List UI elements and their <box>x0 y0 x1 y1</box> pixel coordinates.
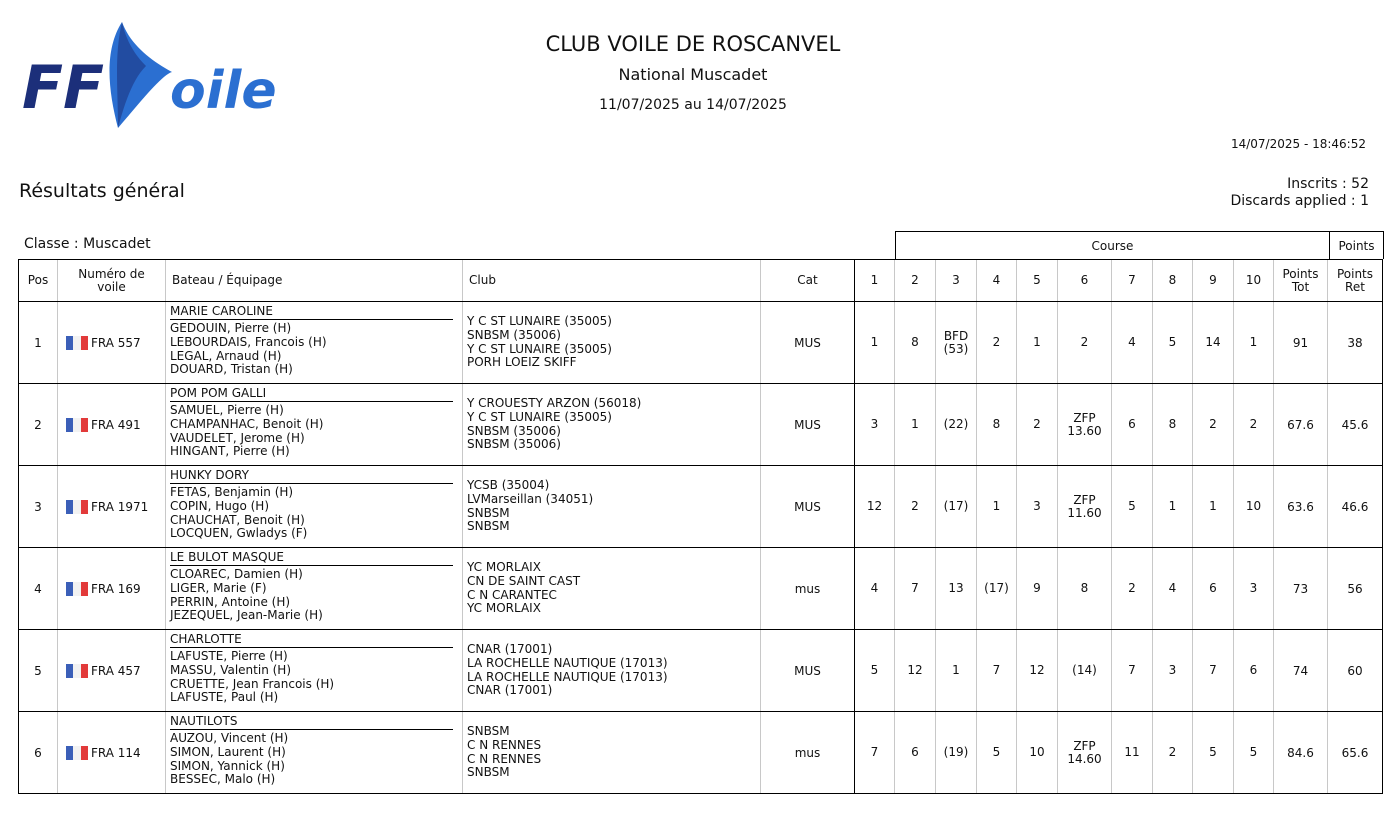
race-score-cell <box>1153 302 1193 384</box>
crew-member: AUZOU, Vincent (H) <box>170 731 289 745</box>
col-sail-number: Numéro de voile <box>58 260 166 302</box>
sail-number: FRA 457 <box>91 663 141 678</box>
crew-member: DOUARD, Tristan (H) <box>170 362 293 377</box>
race-score: 3 <box>1249 581 1258 595</box>
club-title: CLUB VOILE DE ROSCANVEL <box>545 32 841 56</box>
boat-crew-cell <box>166 302 463 384</box>
crew-member: SAMUEL, Pierre (H) <box>170 403 284 417</box>
race-score: 5 <box>992 745 1001 759</box>
france-flag-icon <box>66 418 88 432</box>
race-score: 7 <box>1209 663 1217 677</box>
race-score: (22) <box>943 417 969 431</box>
race-score-cell <box>1017 466 1058 548</box>
race-score: 3 <box>1168 663 1177 677</box>
table-row <box>19 302 1383 384</box>
race-score-cell <box>1058 630 1112 712</box>
position-cell: 4 <box>19 548 58 630</box>
col-pos: Pos <box>19 260 58 302</box>
club-name: CN DE SAINT CAST <box>467 573 581 588</box>
race-score-cell <box>855 384 895 466</box>
points-retained-cell: 38 <box>1328 302 1383 384</box>
report-timestamp: 14/07/2025 - 18:46:52 <box>1230 137 1366 151</box>
col-race-1: 1 <box>855 260 895 302</box>
crew-member: GEDOUIN, Pierre (H) <box>170 321 292 335</box>
points-total-cell: 84.6 <box>1274 712 1328 794</box>
race-score-cell <box>936 630 977 712</box>
sail-number-cell <box>58 712 166 794</box>
club-cell <box>463 712 761 794</box>
race-score-cell <box>1112 302 1153 384</box>
club-name: CNAR (17001) <box>467 683 553 698</box>
race-score: 1 <box>870 335 879 349</box>
position-cell: 6 <box>19 712 58 794</box>
crew-member: CLOAREC, Damien (H) <box>170 567 303 581</box>
points-retained-cell: 46.6 <box>1328 466 1383 548</box>
club-name: C N CARANTEC <box>467 587 557 602</box>
race-score: 14 <box>1205 335 1221 349</box>
race-score: (53) <box>943 341 969 356</box>
race-score: 13.60 <box>1067 423 1102 438</box>
race-score-cell <box>936 384 977 466</box>
race-score: 10 <box>1029 745 1045 759</box>
race-score-cell <box>1234 548 1274 630</box>
boat-name: MARIE CAROLINE <box>170 302 453 320</box>
sail-number: FRA 491 <box>91 417 141 432</box>
club-name: SNBSM <box>467 765 510 780</box>
club-name: YCSB (35004) <box>467 477 550 492</box>
race-score-cell <box>1234 302 1274 384</box>
svg-text:FF: FF <box>22 53 104 123</box>
france-flag-icon <box>66 336 88 350</box>
race-score-cell <box>1058 466 1112 548</box>
race-score: 2 <box>911 499 919 513</box>
race-score-cell <box>1017 630 1058 712</box>
race-score: 11 <box>1124 745 1140 759</box>
race-score: 5 <box>1249 745 1258 759</box>
col-points-tot: Points Tot <box>1274 260 1328 302</box>
race-score-cell <box>895 548 936 630</box>
crew-member: LEBOURDAIS, Francois (H) <box>170 334 327 349</box>
race-score-cell <box>1153 384 1193 466</box>
race-score: 11.60 <box>1067 505 1102 520</box>
course-group-header: Course <box>895 231 1330 259</box>
points-total-cell: 73 <box>1274 548 1328 630</box>
france-flag-icon <box>66 746 88 760</box>
club-cell <box>463 466 761 548</box>
race-score: 6 <box>1128 417 1136 431</box>
race-score: 10 <box>1245 499 1262 513</box>
race-score-cell <box>1058 548 1112 630</box>
crew-member: SIMON, Yannick (H) <box>170 758 285 773</box>
table-row <box>19 548 1383 630</box>
ffvoile-logo <box>22 20 287 132</box>
club-name: SNBSM (35006) <box>467 327 561 342</box>
race-score: 4 <box>870 581 879 595</box>
crew-member: COPIN, Hugo (H) <box>170 498 269 513</box>
sail-number-cell <box>58 384 166 466</box>
race-score: 6 <box>1249 663 1258 677</box>
category-cell: MUS <box>761 384 855 466</box>
race-score-cell <box>1017 712 1058 794</box>
crew-member: BESSEC, Malo (H) <box>170 772 276 787</box>
discards-applied: Discards applied : 1 <box>1230 193 1369 209</box>
race-score: 8 <box>992 417 1001 431</box>
race-score-cell <box>1112 384 1153 466</box>
race-score-cell <box>977 302 1017 384</box>
race-score: 4 <box>1168 581 1177 595</box>
race-score: 2 <box>992 335 1001 349</box>
club-name: SNBSM <box>467 519 510 534</box>
crew-member: CRUETTE, Jean Francois (H) <box>170 676 335 691</box>
boat-crew-cell <box>166 466 463 548</box>
col-club: Club <box>463 260 761 302</box>
boat-name: HUNKY DORY <box>170 466 453 484</box>
svg-text:oile: oile <box>170 61 277 121</box>
col-race-6: 6 <box>1058 260 1112 302</box>
sail-number: FRA 169 <box>91 581 141 596</box>
club-name: LVMarseillan (34051) <box>467 491 594 506</box>
position-cell: 1 <box>19 302 58 384</box>
race-score-cell <box>1112 548 1153 630</box>
race-score-cell <box>1193 466 1234 548</box>
race-score-cell <box>977 630 1017 712</box>
race-score-cell <box>1058 302 1112 384</box>
race-score: 5 <box>1209 745 1217 759</box>
points-total-cell: 74 <box>1274 630 1328 712</box>
position-cell: 3 <box>19 466 58 548</box>
club-name: C N RENNES <box>467 751 542 766</box>
race-score: 3 <box>870 417 879 431</box>
race-score: 1 <box>1168 499 1177 513</box>
club-name: LA ROCHELLE NAUTIQUE (17013) <box>467 655 668 670</box>
race-score: 6 <box>1209 581 1217 595</box>
race-score: 2 <box>1249 417 1258 431</box>
club-cell <box>463 384 761 466</box>
col-race-8: 8 <box>1153 260 1193 302</box>
race-score: 2 <box>1168 745 1177 759</box>
race-score: 7 <box>911 581 919 595</box>
race-score: 12 <box>866 499 883 513</box>
race-score-cell <box>1193 630 1234 712</box>
race-score: 1 <box>1209 499 1217 513</box>
crew-member: LIGER, Marie (F) <box>170 580 267 595</box>
boat-crew-cell <box>166 548 463 630</box>
crew-member: JEZEQUEL, Jean-Marie (H) <box>170 608 323 623</box>
col-race-10: 10 <box>1234 260 1274 302</box>
club-name: YC MORLAIX <box>467 601 541 616</box>
race-score-cell <box>855 302 895 384</box>
race-score: ZFP <box>1073 738 1096 753</box>
sail-number: FRA 114 <box>91 745 141 760</box>
club-name: Y CROUESTY ARZON (56018) <box>467 395 642 410</box>
table-row <box>19 384 1383 466</box>
col-race-7: 7 <box>1112 260 1153 302</box>
race-score-cell <box>855 466 895 548</box>
registration-stats <box>1230 176 1369 210</box>
col-cat: Cat <box>761 260 855 302</box>
club-name: SNBSM <box>467 505 510 520</box>
table-header-row <box>19 260 1383 302</box>
race-score: ZFP <box>1073 492 1096 507</box>
points-total-cell: 91 <box>1274 302 1328 384</box>
race-score: (14) <box>1072 663 1097 677</box>
race-score: 12 <box>1029 663 1045 677</box>
race-score-cell <box>1153 466 1193 548</box>
race-score: 7 <box>1128 663 1136 677</box>
position-cell: 2 <box>19 384 58 466</box>
boat-name: CHARLOTTE <box>170 630 453 648</box>
race-score: BFD <box>943 328 969 343</box>
race-score: (17) <box>943 499 969 513</box>
race-score-cell <box>1017 384 1058 466</box>
race-score-cell <box>1153 548 1193 630</box>
race-score-cell <box>1017 302 1058 384</box>
race-score: 2 <box>1033 417 1041 431</box>
race-score: 2 <box>1080 335 1089 349</box>
registered-count: Inscrits : 52 <box>1287 176 1369 192</box>
sail-number-cell <box>58 630 166 712</box>
position-cell: 5 <box>19 630 58 712</box>
race-score: 5 <box>1128 499 1136 513</box>
race-score-cell <box>1017 548 1058 630</box>
crew-member: LAFUSTE, Paul (H) <box>170 690 279 705</box>
col-points-ret: Points Ret <box>1328 260 1383 302</box>
race-score: 1 <box>952 663 960 677</box>
france-flag-icon <box>66 582 88 596</box>
race-score: 8 <box>1168 417 1177 431</box>
crew-member: LEGAL, Arnaud (H) <box>170 348 282 363</box>
event-name: National Muscadet <box>618 65 768 84</box>
boat-name: NAUTILOTS <box>170 712 453 730</box>
club-name: Y C ST LUNAIRE (35005) <box>467 409 612 424</box>
race-score: 13 <box>948 581 964 595</box>
points-total-cell: 63.6 <box>1274 466 1328 548</box>
race-score-cell <box>1112 466 1153 548</box>
race-score: 5 <box>1168 335 1177 349</box>
crew-member: CHAUCHAT, Benoit (H) <box>170 512 305 527</box>
race-score-cell <box>1234 384 1274 466</box>
race-score-cell <box>1234 466 1274 548</box>
col-race-2: 2 <box>895 260 936 302</box>
race-score-cell <box>977 548 1017 630</box>
race-score: 8 <box>1080 581 1089 595</box>
points-retained-cell: 45.6 <box>1328 384 1383 466</box>
table-row <box>19 466 1383 548</box>
club-cell <box>463 630 761 712</box>
race-score: 14.60 <box>1067 751 1102 766</box>
crew-member: FETAS, Benjamin (H) <box>170 485 294 499</box>
race-score-cell <box>977 466 1017 548</box>
race-score-cell <box>855 712 895 794</box>
boat-crew-cell <box>166 384 463 466</box>
club-name: SNBSM <box>467 723 510 738</box>
race-score-cell <box>1193 548 1234 630</box>
race-score: 4 <box>1128 335 1136 349</box>
club-cell <box>463 302 761 384</box>
race-score-cell <box>895 630 936 712</box>
col-race-5: 5 <box>1017 260 1058 302</box>
section-title: Résultats général <box>19 180 185 202</box>
club-name: Y C ST LUNAIRE (35005) <box>467 313 612 328</box>
col-race-3: 3 <box>936 260 977 302</box>
race-score: 5 <box>870 663 879 677</box>
race-score: (19) <box>943 745 969 759</box>
sail-number-cell <box>58 548 166 630</box>
race-score-cell <box>1112 712 1153 794</box>
race-score-cell <box>1112 630 1153 712</box>
race-score: 1 <box>1033 335 1041 349</box>
race-score-cell <box>1153 712 1193 794</box>
race-score: ZFP <box>1073 410 1096 425</box>
race-score: 7 <box>992 663 1001 677</box>
race-score-cell <box>895 302 936 384</box>
club-name: LA ROCHELLE NAUTIQUE (17013) <box>467 669 668 684</box>
crew-member: VAUDELET, Jerome (H) <box>170 430 305 445</box>
col-boat-crew: Bateau / Équipage <box>166 260 463 302</box>
race-score-cell <box>1193 302 1234 384</box>
category-cell: MUS <box>761 630 855 712</box>
table-row <box>19 712 1383 794</box>
crew-member: SIMON, Laurent (H) <box>170 744 286 759</box>
class-label: Classe : Muscadet <box>24 236 151 252</box>
sail-number: FRA 1971 <box>91 499 149 514</box>
race-score-cell <box>895 466 936 548</box>
crew-member: CHAMPANHAC, Benoit (H) <box>170 416 324 431</box>
race-score-cell <box>855 630 895 712</box>
race-score-cell <box>855 548 895 630</box>
event-dates: 11/07/2025 au 14/07/2025 <box>599 97 787 113</box>
race-score: 9 <box>1033 581 1041 595</box>
race-score: 2 <box>1128 581 1136 595</box>
boat-name: LE BULOT MASQUE <box>170 548 453 566</box>
race-score: 3 <box>1033 499 1041 513</box>
results-table <box>18 259 1383 794</box>
club-name: PORH LOEIZ SKIFF <box>467 355 577 370</box>
race-score-cell <box>1058 712 1112 794</box>
race-score: 1 <box>911 417 919 431</box>
race-score-cell <box>1193 384 1234 466</box>
event-header <box>420 30 966 115</box>
race-score-cell <box>1234 630 1274 712</box>
crew-member: MASSU, Valentin (H) <box>170 662 292 677</box>
col-race-4: 4 <box>977 260 1017 302</box>
boat-name: POM POM GALLI <box>170 384 453 402</box>
race-score: (17) <box>984 581 1009 595</box>
france-flag-icon <box>66 500 88 514</box>
sail-number-cell <box>58 466 166 548</box>
crew-member: PERRIN, Antoine (H) <box>170 594 291 609</box>
race-score-cell <box>977 384 1017 466</box>
race-score-cell <box>1058 384 1112 466</box>
crew-member: LOCQUEN, Gwladys (F) <box>170 526 308 541</box>
col-race-9: 9 <box>1193 260 1234 302</box>
race-score-cell <box>1153 630 1193 712</box>
table-row <box>19 630 1383 712</box>
category-cell: MUS <box>761 302 855 384</box>
category-cell: MUS <box>761 466 855 548</box>
club-name: SNBSM (35006) <box>467 423 561 438</box>
race-score: 6 <box>911 745 919 759</box>
crew-member: HINGANT, Pierre (H) <box>170 444 290 459</box>
boat-crew-cell <box>166 712 463 794</box>
club-name: YC MORLAIX <box>467 559 541 574</box>
race-score-cell <box>936 712 977 794</box>
points-group-header: Points <box>1329 231 1384 259</box>
race-score-cell <box>895 384 936 466</box>
race-score-cell <box>977 712 1017 794</box>
race-score: 8 <box>911 335 919 349</box>
club-cell <box>463 548 761 630</box>
sail-number: FRA 557 <box>91 335 141 350</box>
club-name: SNBSM (35006) <box>467 437 561 452</box>
sail-number-cell <box>58 302 166 384</box>
boat-crew-cell <box>166 630 463 712</box>
crew-member: LAFUSTE, Pierre (H) <box>170 649 288 663</box>
race-score: 1 <box>1249 335 1258 349</box>
points-retained-cell: 56 <box>1328 548 1383 630</box>
club-name: C N RENNES <box>467 737 542 752</box>
race-score: 12 <box>907 663 923 677</box>
race-score-cell <box>1193 712 1234 794</box>
club-name: Y C ST LUNAIRE (35005) <box>467 341 612 356</box>
race-score-cell <box>895 712 936 794</box>
points-retained-cell: 65.6 <box>1328 712 1383 794</box>
race-score: 2 <box>1209 417 1217 431</box>
race-score-cell <box>936 548 977 630</box>
race-score: 1 <box>992 499 1001 513</box>
category-cell: mus <box>761 712 855 794</box>
france-flag-icon <box>66 664 88 678</box>
points-total-cell: 67.6 <box>1274 384 1328 466</box>
points-retained-cell: 60 <box>1328 630 1383 712</box>
race-score-cell <box>936 302 977 384</box>
club-name: CNAR (17001) <box>467 641 553 656</box>
race-score-cell <box>936 466 977 548</box>
race-score-cell <box>1234 712 1274 794</box>
category-cell: mus <box>761 548 855 630</box>
race-score: 7 <box>870 745 879 759</box>
